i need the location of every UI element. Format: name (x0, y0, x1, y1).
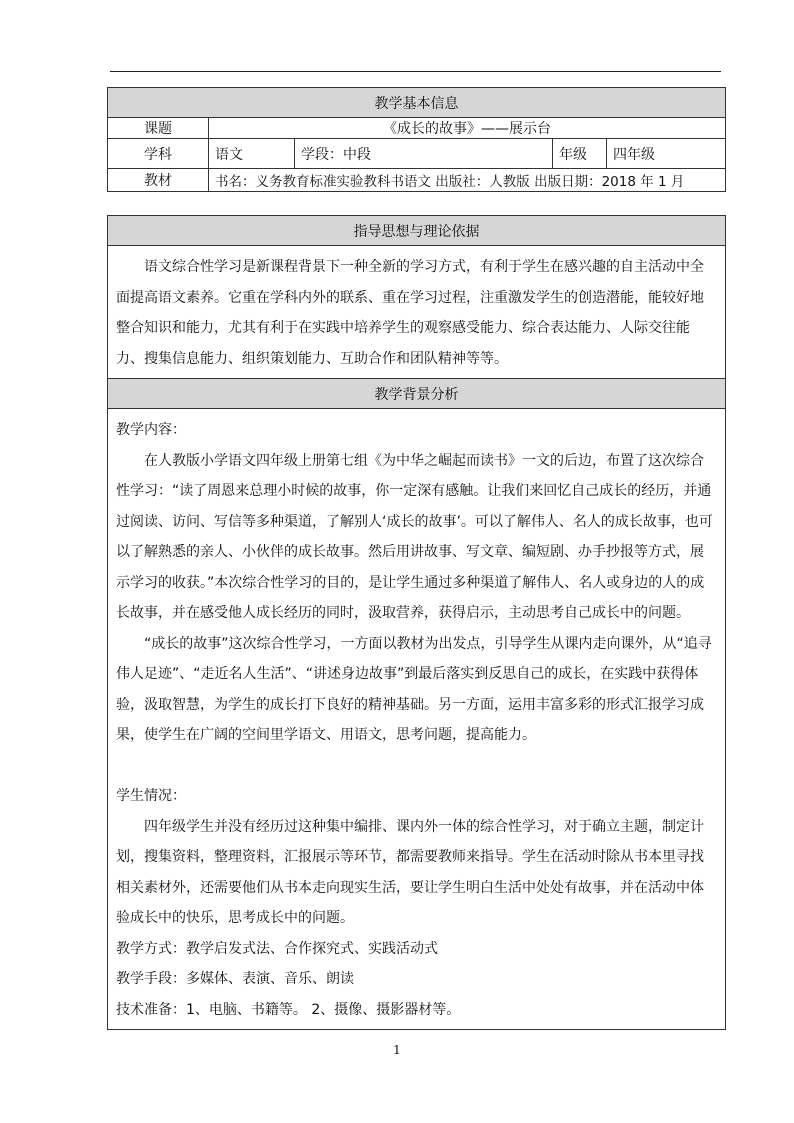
content-label: 教学内容： (116, 422, 186, 438)
basic-info-header: 教学基本信息 (108, 88, 726, 118)
background-body (108, 409, 726, 1030)
topic-value: 《成长的故事》——展示台 (209, 118, 726, 139)
subject-label: 学科 (108, 139, 209, 169)
teaching-means: 教学手段：多媒体、表演、音乐、朗读 (116, 971, 354, 987)
guiding-paragraph: 语文综合性学习是新课程背景下一种全新的学习方式，有利于学生在感兴趣的自主活动中全面提高语文素养。它重在学科内外的联系、重在学习过程，注重激发学生的创造潜能，能较好地整合知识和能力，尤其有利于在实践中培养学生的观察感受能力、综合表达能力、人际交往能力、搜集信息能力、组织策划能力、互助合作和团队精神等等。 (116, 259, 704, 367)
analysis-table (107, 215, 726, 1030)
header-rule (110, 71, 721, 72)
textbook-label: 教材 (108, 169, 209, 192)
students-paragraph: 四年级学生并没有经历过这种集中编排、课内外一体的综合性学习，对于确立主题，制定计划，搜集资料，整理资料，汇报展示等环节，都需要教师来指导。学生在活动时除从书本里寻找相关素材外，还需要他们从书本走向现实生活，要让学生明白生活中处处有故事，并在活动中体验成长中的快乐，思考成长中的问题。 (116, 818, 704, 926)
content-paragraph-1: 在人教版小学语文四年级上册第七组《为中华之崛起而读书》一文的后边，布置了这次综合性学习：“读了周恩来总理小时候的故事，你一定深有感触。让我们来回忆自己成长的经历，并通过阅读、访问、写信等多种渠道，了解别人‘成长的故事’。可以了解伟人、名人的成长故事，也可以了解熟悉的亲人、小伙伴的成长故事。然后用讲故事、写文章、编短剧、办手抄报等方式，展示学习的收获。”本次综合性学习的目的，是让学生通过多种渠道了解伟人、名人或身边的人的成长故事，并在感受他人成长经历的同时，汲取营养，获得启示，主动思考自己成长中的问题。 (116, 452, 713, 621)
textbook-value: 书名：义务教育标准实验教科书语文 出版社：人教版 出版日期：2018 年 1 月 (209, 169, 726, 192)
spacer (116, 751, 717, 782)
stage-label: 学段：中段 (295, 139, 553, 169)
students-label: 学生情况： (116, 788, 186, 804)
grade-label: 年级 (553, 139, 607, 169)
subject-value: 语文 (209, 139, 295, 169)
basic-info-table (107, 87, 726, 192)
content-paragraph-2: “成长的故事”这次综合性学习，一方面以教材为出发点，引导学生从课内走向课外，从“追寻伟人足迹”、“走近名人生活”、“讲述身边故事”到最后落实到反思自己的成长，在实践中获得体验，汲取智慧，为学生的成长打下良好的精神基础。另一方面，运用丰富多彩的形式汇报学习成果，使学生在广阔的空间里学语文、用语文，思考问题，提高能力。 (116, 635, 712, 743)
guiding-body (108, 246, 726, 379)
page-number: 1 (393, 1043, 401, 1057)
teaching-method: 教学方式：教学启发式法、合作探究式、实践活动式 (116, 940, 438, 957)
guiding-header: 指导思想与理论依据 (108, 216, 726, 246)
tech-preparation: 技术准备：1、电脑、书籍等。 2、摄像、摄影器材等。 (116, 1001, 461, 1018)
topic-label: 课题 (108, 118, 209, 139)
grade-value: 四年级 (607, 139, 726, 169)
background-header: 教学背景分析 (108, 379, 726, 409)
